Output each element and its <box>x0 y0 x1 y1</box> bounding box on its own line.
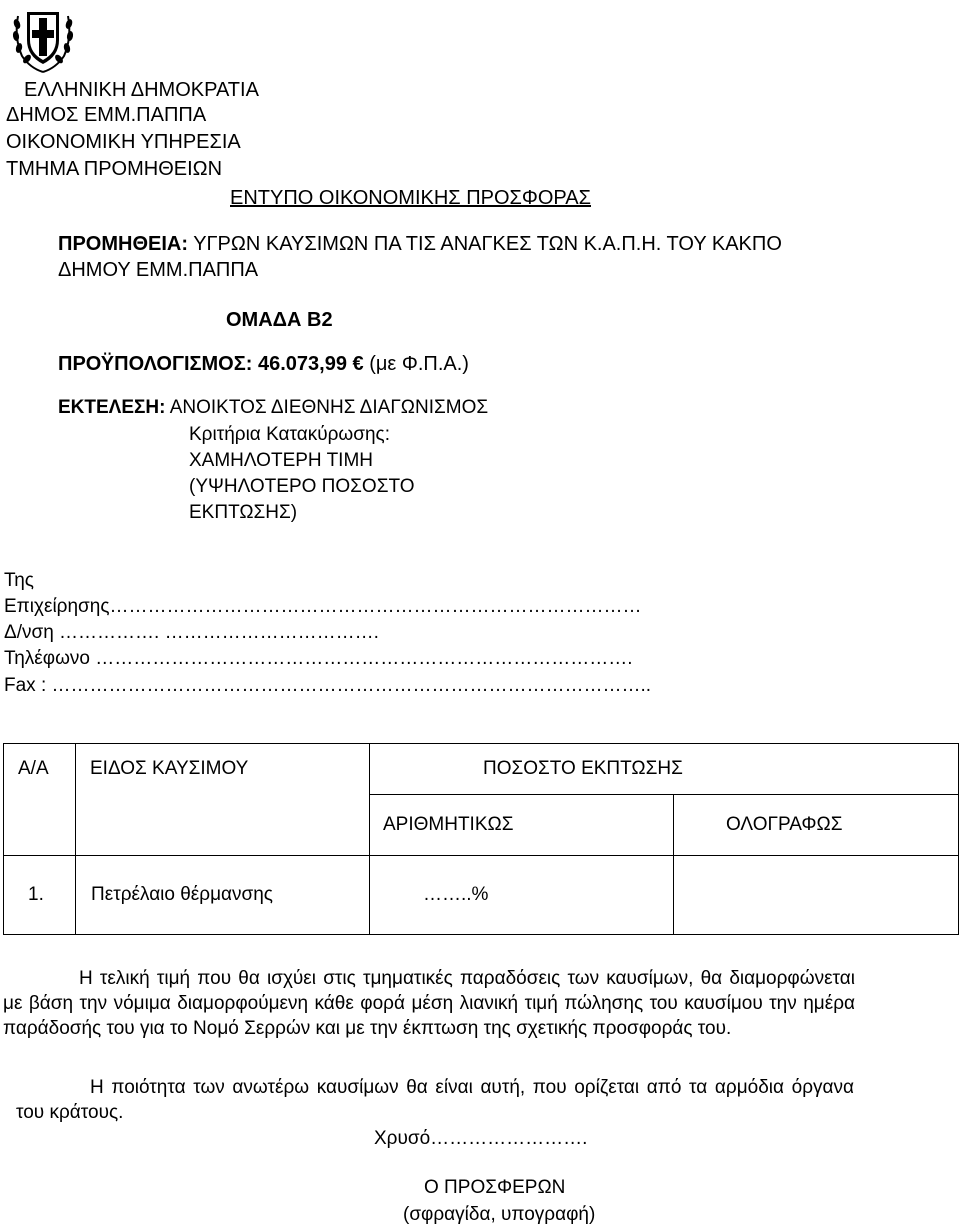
col-numeric-header: ΑΡΙΘΜΗΤΙΚΩΣ <box>370 795 674 856</box>
execution-line <box>58 396 488 420</box>
col-discount-header: ΠΟΣΟΣΤΟ ΕΚΠΤΩΣΗΣ <box>370 744 959 795</box>
paragraph-quality: Η ποιότητα των ανωτέρω καυσίμων θα είναι αυτή, που ορίζεται από τα αρμόδια όργανα του κράτους. <box>16 1077 854 1123</box>
bidder-company-field[interactable]: Επιχείρησης………………………………………………………………………… <box>4 596 642 617</box>
procurement-label: ΠΡΟΜΗΘΕΙΑ: <box>58 233 188 255</box>
header-municipality: ΔΗΜΟΣ ΕΜΜ.ΠΑΠΠΑ <box>6 104 207 126</box>
table-header-row <box>4 744 959 795</box>
procurement-line1 <box>58 232 782 256</box>
col-words-header: ΟΛΟΓΡΑΦΩΣ <box>674 795 959 856</box>
bidder-tis: Της <box>4 570 34 591</box>
col-type-blank <box>76 795 370 856</box>
header-country: ΕΛΛΗΝΙΚΗ ΔΗΜΟΚΡΑΤΙΑ <box>24 79 259 101</box>
row-numeric-field[interactable]: ……..% <box>370 856 674 935</box>
criteria-line2: (ΥΨΗΛΟΤΕΡΟ ΠΟΣΟΣΤΟ <box>189 476 415 497</box>
criteria-line1: ΧΑΜΗΛΟΤΕΡΗ ΤΙΜΗ <box>189 450 374 471</box>
paragraph-final-price: Η τελική τιμή που θα ισχύει στις τμηματικές παραδόσεις των καυσίμων, θα διαμορφώνεται με βάση την νόμιμα διαμορφούμενη κάθε φορά μέση λιανική τιμή πώλησης του καυσίμου την ημέρα παράδοσής του για το Νομό Σερρών και με την έκπτωση της σχετικής προσφοράς του. <box>3 968 855 1039</box>
bidder-fax-field[interactable]: Fax : ………………………………………………………………………………….. <box>4 675 652 696</box>
offer-table <box>3 743 959 935</box>
bidder-phone-field[interactable]: Τηλέφωνο …………………………………………………………………………. <box>4 648 633 669</box>
bidder-address-field[interactable]: Δ/νση ……………. ……………………………. <box>4 622 379 643</box>
signature-title: Ο ΠΡΟΣΦΕΡΩΝ <box>424 1177 566 1198</box>
col-type-header: ΕΙΔΟΣ ΚΑΥΣΙΜΟΥ <box>76 744 370 795</box>
group-label: ΟΜΑΔΑ Β2 <box>226 309 333 331</box>
signature-note: (σφραγίδα, υπογραφή) <box>403 1204 596 1225</box>
procurement-text-2: ΔΗΜΟΥ ΕΜΜ.ΠΑΠΠΑ <box>58 259 259 281</box>
procurement-text-1: ΥΓΡΩΝ ΚΑΥΣΙΜΩΝ ΠΑ ΤΙΣ ΑΝΑΓΚΕΣ ΤΩΝ Κ.Α.Π.Η. ΤΟΥ ΚΑΚΠΟ <box>193 233 782 255</box>
budget-line <box>58 352 469 376</box>
header-department: ΤΜΗΜΑ ΠΡΟΜΗΘΕΙΩΝ <box>6 158 223 180</box>
header-service: ΟΙΚΟΝΟΜΙΚΗ ΥΠΗΡΕΣΙΑ <box>6 131 241 153</box>
execution-value: ΑΝΟΙΚΤΟΣ ΔΙΕΘΝΗΣ ΔΙΑΓΩΝΙΣΜΟΣ <box>169 397 489 418</box>
criteria-label: Κριτήρια Κατακύρωσης: <box>189 424 390 445</box>
form-title: ΕΝΤΥΠΟ ΟΙΚΟΝΟΜΙΚΗΣ ΠΡΟΣΦΟΡΑΣ <box>230 187 591 209</box>
row-fuel-type: Πετρέλαιο θέρμανσης <box>76 856 370 935</box>
col-aa-blank <box>4 795 76 856</box>
euro-sign: € <box>352 353 364 375</box>
col-aa-header: Α/Α <box>4 744 76 795</box>
budget-amount: 46.073,99 <box>257 353 347 375</box>
budget-note: (με Φ.Π.Α.) <box>369 353 469 375</box>
row-aa: 1. <box>4 856 76 935</box>
greek-coat-of-arms-icon <box>8 2 78 74</box>
place-date-field[interactable]: Χρυσό……………………. <box>374 1128 588 1149</box>
criteria-line3: ΕΚΠΤΩΣΗΣ) <box>189 502 298 523</box>
table-subheader-row <box>4 795 959 856</box>
execution-label: ΕΚΤΕΛΕΣΗ: <box>58 397 166 418</box>
row-words-field[interactable] <box>674 856 959 935</box>
table-row <box>4 856 959 935</box>
budget-label: ΠΡΟΫΠΟΛΟΓΙΣΜΟΣ: <box>58 353 253 375</box>
